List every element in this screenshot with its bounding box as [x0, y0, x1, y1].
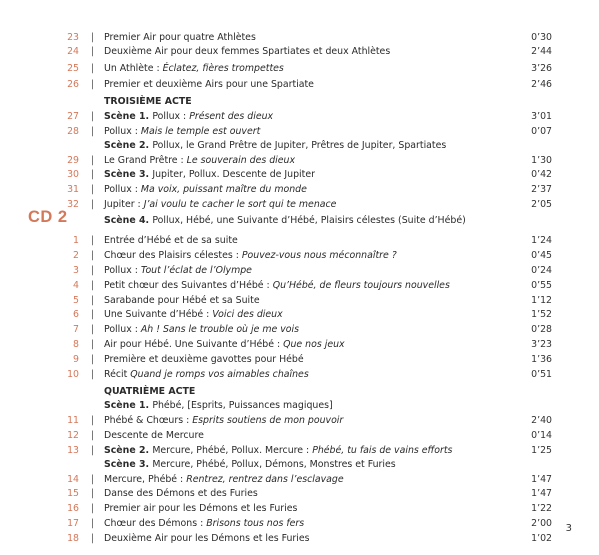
title-bold-part: Scène 2. — [104, 140, 153, 151]
separator-bar: | — [91, 169, 95, 180]
track-number: 7 — [73, 324, 79, 335]
track-row — [0, 278, 599, 294]
track-title — [104, 167, 315, 183]
title-italic-part: Éclatez, fières trompettes — [162, 63, 284, 74]
title-part: Le Grand Prêtre : — [104, 155, 187, 166]
title-italic-part: Ma voix, puissant maître du monde — [140, 184, 307, 195]
section-heading-row — [0, 213, 599, 229]
track-duration: 0’28 — [531, 324, 552, 335]
track-row — [0, 197, 599, 213]
track-duration: 1’52 — [531, 309, 552, 320]
separator-bar: | — [91, 199, 95, 210]
track-row — [0, 44, 599, 60]
track-title — [104, 337, 345, 353]
track-duration: 0’51 — [531, 369, 552, 380]
title-part: Pollux, le Grand Prêtre de Jupiter, Prêtres de Jupiter, Spartiates — [152, 140, 447, 151]
title-bold-part: Scène 1. — [104, 111, 153, 122]
separator-bar: | — [91, 369, 95, 380]
title-part: Premier air pour les Démons et les Furies — [104, 503, 298, 514]
title-part: Phébé & Chœurs : — [104, 415, 193, 426]
title-part: Danse des Démons et des Furies — [104, 488, 258, 499]
separator-bar: | — [91, 354, 95, 365]
track-row — [0, 263, 599, 279]
track-title — [104, 248, 397, 264]
track-title — [104, 352, 304, 368]
title-italic-part: Esprits soutiens de mon pouvoir — [192, 415, 344, 426]
track-duration: 0’42 — [531, 169, 552, 180]
title-part: Pollux : — [104, 265, 141, 276]
track-row — [0, 367, 599, 383]
title-part: Pollux, Hébé, une Suivante d’Hébé, Plaisirs célestes (Suite d’Hébé) — [152, 215, 466, 226]
track-title — [104, 44, 390, 60]
track-row — [0, 486, 599, 502]
track-number: 28 — [67, 126, 79, 137]
track-number: 29 — [67, 155, 79, 166]
title-part: Récit — [104, 369, 131, 380]
track-number: 24 — [67, 46, 79, 57]
title-part: Pollux : — [104, 126, 141, 137]
track-title — [104, 501, 297, 517]
track-title — [104, 531, 310, 547]
track-number: 2 — [73, 250, 79, 261]
track-duration: 1’12 — [531, 295, 552, 306]
track-title — [104, 413, 343, 429]
title-italic-part: Tout l’éclat de l’Olympe — [140, 265, 252, 276]
page-number: 3 — [565, 523, 572, 534]
track-number: 12 — [67, 430, 79, 441]
separator-bar: | — [91, 533, 95, 544]
title-italic-part: Présent des dieux — [189, 111, 274, 122]
title-italic-part: Rentrez, rentrez dans l’esclavage — [186, 474, 344, 485]
track-number: 16 — [67, 503, 79, 514]
section-heading-row — [0, 457, 599, 473]
title-part: Pollux : — [104, 324, 141, 335]
track-title — [104, 61, 284, 77]
separator-bar: | — [91, 46, 95, 57]
separator-bar: | — [91, 415, 95, 426]
section-heading-row — [0, 138, 599, 154]
separator-bar: | — [91, 184, 95, 195]
separator-bar: | — [91, 63, 95, 74]
track-duration: 2’40 — [531, 415, 552, 426]
track-duration: 0’24 — [531, 265, 552, 276]
title-italic-part: Ah ! Sans le trouble où je me vois — [140, 324, 299, 335]
separator-bar: | — [91, 111, 95, 122]
track-number: 14 — [67, 474, 79, 485]
title-part: Mercure, Phébé, Pollux. Mercure : — [152, 445, 313, 456]
track-duration: 0’14 — [531, 430, 552, 441]
track-duration: 1’36 — [531, 354, 552, 365]
title-italic-part: Pouvez-vous nous méconnaître ? — [241, 250, 397, 261]
track-duration: 0’30 — [531, 32, 552, 43]
track-number: 25 — [67, 63, 79, 74]
track-row — [0, 428, 599, 444]
title-bold-part: TROISIÈME ACTE — [104, 96, 192, 107]
track-duration: 1’47 — [531, 474, 552, 485]
track-duration: 1’47 — [531, 488, 552, 499]
track-row — [0, 109, 599, 125]
separator-bar: | — [91, 503, 95, 514]
track-duration: 1’25 — [531, 445, 552, 456]
track-number: 9 — [73, 354, 79, 365]
track-row — [0, 167, 599, 183]
track-number: 18 — [67, 533, 79, 544]
title-italic-part: Qu’Hébé, de fleurs toujours nouvelles — [272, 280, 450, 291]
separator-bar: | — [91, 430, 95, 441]
track-duration: 3’23 — [531, 339, 552, 350]
track-number: 30 — [67, 169, 79, 180]
track-duration: 0’55 — [531, 280, 552, 291]
track-row — [0, 77, 599, 93]
title-bold-part: Scène 3. — [104, 459, 153, 470]
track-row — [0, 531, 599, 547]
separator-bar: | — [91, 79, 95, 90]
separator-bar: | — [91, 339, 95, 350]
track-duration: 1’22 — [531, 503, 552, 514]
separator-bar: | — [91, 295, 95, 306]
track-duration: 2’44 — [531, 46, 552, 57]
title-italic-part: Phébé, tu fais de vains efforts — [312, 445, 453, 456]
track-duration: 1’30 — [531, 155, 552, 166]
title-bold-part: Scène 4. — [104, 215, 153, 226]
track-title — [104, 182, 307, 198]
separator-bar: | — [91, 324, 95, 335]
track-number: 32 — [67, 199, 79, 210]
title-part: Premier et deuxième Airs pour une Spartiate — [104, 79, 314, 90]
title-part: Air pour Hébé. Une Suivante d’Hébé : — [104, 339, 284, 350]
track-title — [104, 263, 252, 279]
title-italic-part: J’ai voulu te cacher le sort qui te menace — [143, 199, 337, 210]
separator-bar: | — [91, 235, 95, 246]
track-duration: 0’07 — [531, 126, 552, 137]
track-number: 11 — [67, 415, 79, 426]
title-part: Pollux : — [104, 184, 141, 195]
track-number: 4 — [73, 280, 79, 291]
track-title — [104, 233, 238, 249]
title-part: Premier Air pour quatre Athlètes — [104, 32, 256, 43]
track-row — [0, 337, 599, 353]
separator-bar: | — [91, 488, 95, 499]
section-heading-row — [0, 94, 599, 110]
title-bold-part: Scène 1. — [104, 400, 153, 411]
title-part: Jupiter : — [104, 199, 144, 210]
track-number: 31 — [67, 184, 79, 195]
track-number: 17 — [67, 518, 79, 529]
track-duration: 0’45 — [531, 250, 552, 261]
separator-bar: | — [91, 155, 95, 166]
title-part: Mercure, Phébé : — [104, 474, 187, 485]
separator-bar: | — [91, 126, 95, 137]
track-title — [104, 516, 304, 532]
section-heading-row — [0, 398, 599, 414]
track-number: 1 — [73, 235, 79, 246]
separator-bar: | — [91, 518, 95, 529]
title-part: Petit chœur des Suivantes d’Hébé : — [104, 280, 273, 291]
title-part: Première et deuxième gavottes pour Hébé — [104, 354, 304, 365]
cd-label: CD 2 — [28, 208, 68, 226]
track-title — [104, 322, 299, 338]
title-part: Mercure, Phébé, Pollux, Démons, Monstres et Furies — [152, 459, 396, 470]
track-number: 10 — [67, 369, 79, 380]
track-title — [104, 398, 333, 414]
track-duration: 3’01 — [531, 111, 552, 122]
track-row — [0, 352, 599, 368]
separator-bar: | — [91, 474, 95, 485]
track-row — [0, 61, 599, 77]
track-row — [0, 182, 599, 198]
track-duration: 2’00 — [531, 518, 552, 529]
track-row — [0, 233, 599, 249]
track-row — [0, 413, 599, 429]
title-part: Sarabande pour Hébé et sa Suite — [104, 295, 260, 306]
title-italic-part: Brisons tous nos fers — [206, 518, 305, 529]
track-row — [0, 516, 599, 532]
track-number: 27 — [67, 111, 79, 122]
title-part: Une Suivante d’Hébé : — [104, 309, 213, 320]
track-duration: 3’26 — [531, 63, 552, 74]
track-row — [0, 501, 599, 517]
track-title — [104, 94, 192, 110]
track-title — [104, 109, 273, 125]
title-part: Jupiter, Pollux. Descente de Jupiter — [152, 169, 315, 180]
track-row — [0, 322, 599, 338]
track-row — [0, 248, 599, 264]
track-title — [104, 307, 283, 323]
track-title — [104, 138, 446, 154]
track-title — [104, 278, 450, 294]
title-italic-part: Que nos jeux — [283, 339, 345, 350]
title-italic-part: Mais le temple est ouvert — [140, 126, 261, 137]
track-title — [104, 213, 466, 229]
separator-bar: | — [91, 280, 95, 291]
title-bold-part: Scène 3. — [104, 169, 153, 180]
track-number: 8 — [73, 339, 79, 350]
title-bold-part: QUATRIÈME ACTE — [104, 386, 196, 397]
title-part: Entrée d’Hébé et de sa suite — [104, 235, 238, 246]
track-title — [104, 197, 336, 213]
track-title — [104, 367, 309, 383]
track-title — [104, 486, 258, 502]
track-title — [104, 457, 396, 473]
title-italic-part: Voici des dieux — [212, 309, 283, 320]
separator-bar: | — [91, 32, 95, 43]
title-part: Deuxième Air pour deux femmes Spartiates et deux Athlètes — [104, 46, 391, 57]
separator-bar: | — [91, 265, 95, 276]
track-title — [104, 428, 204, 444]
title-part: Pollux : — [152, 111, 190, 122]
track-duration: 2’05 — [531, 199, 552, 210]
track-number: 26 — [67, 79, 79, 90]
title-part: Descente de Mercure — [104, 430, 204, 441]
title-part: Un Athlète : — [104, 63, 163, 74]
track-row — [0, 307, 599, 323]
track-number: 15 — [67, 488, 79, 499]
separator-bar: | — [91, 309, 95, 320]
title-italic-part: Quand je romps vos aimables chaînes — [130, 369, 309, 380]
title-italic-part: Le souverain des dieux — [186, 155, 296, 166]
track-title — [104, 77, 314, 93]
track-duration: 1’24 — [531, 235, 552, 246]
title-part: Chœur des Plaisirs célestes : — [104, 250, 242, 261]
title-bold-part: Scène 2. — [104, 445, 153, 456]
title-part: Phébé, [Esprits, Puissances magiques] — [152, 400, 333, 411]
track-number: 3 — [73, 265, 79, 276]
track-duration: 2’37 — [531, 184, 552, 195]
title-part: Deuxième Air pour les Démons et les Furies — [104, 533, 310, 544]
track-number: 5 — [73, 295, 79, 306]
track-duration: 2’46 — [531, 79, 552, 90]
separator-bar: | — [91, 250, 95, 261]
separator-bar: | — [91, 445, 95, 456]
track-duration: 1’02 — [531, 533, 552, 544]
title-part: Chœur des Démons : — [104, 518, 207, 529]
track-number: 6 — [73, 309, 79, 320]
track-number: 23 — [67, 32, 79, 43]
track-number: 13 — [67, 445, 79, 456]
